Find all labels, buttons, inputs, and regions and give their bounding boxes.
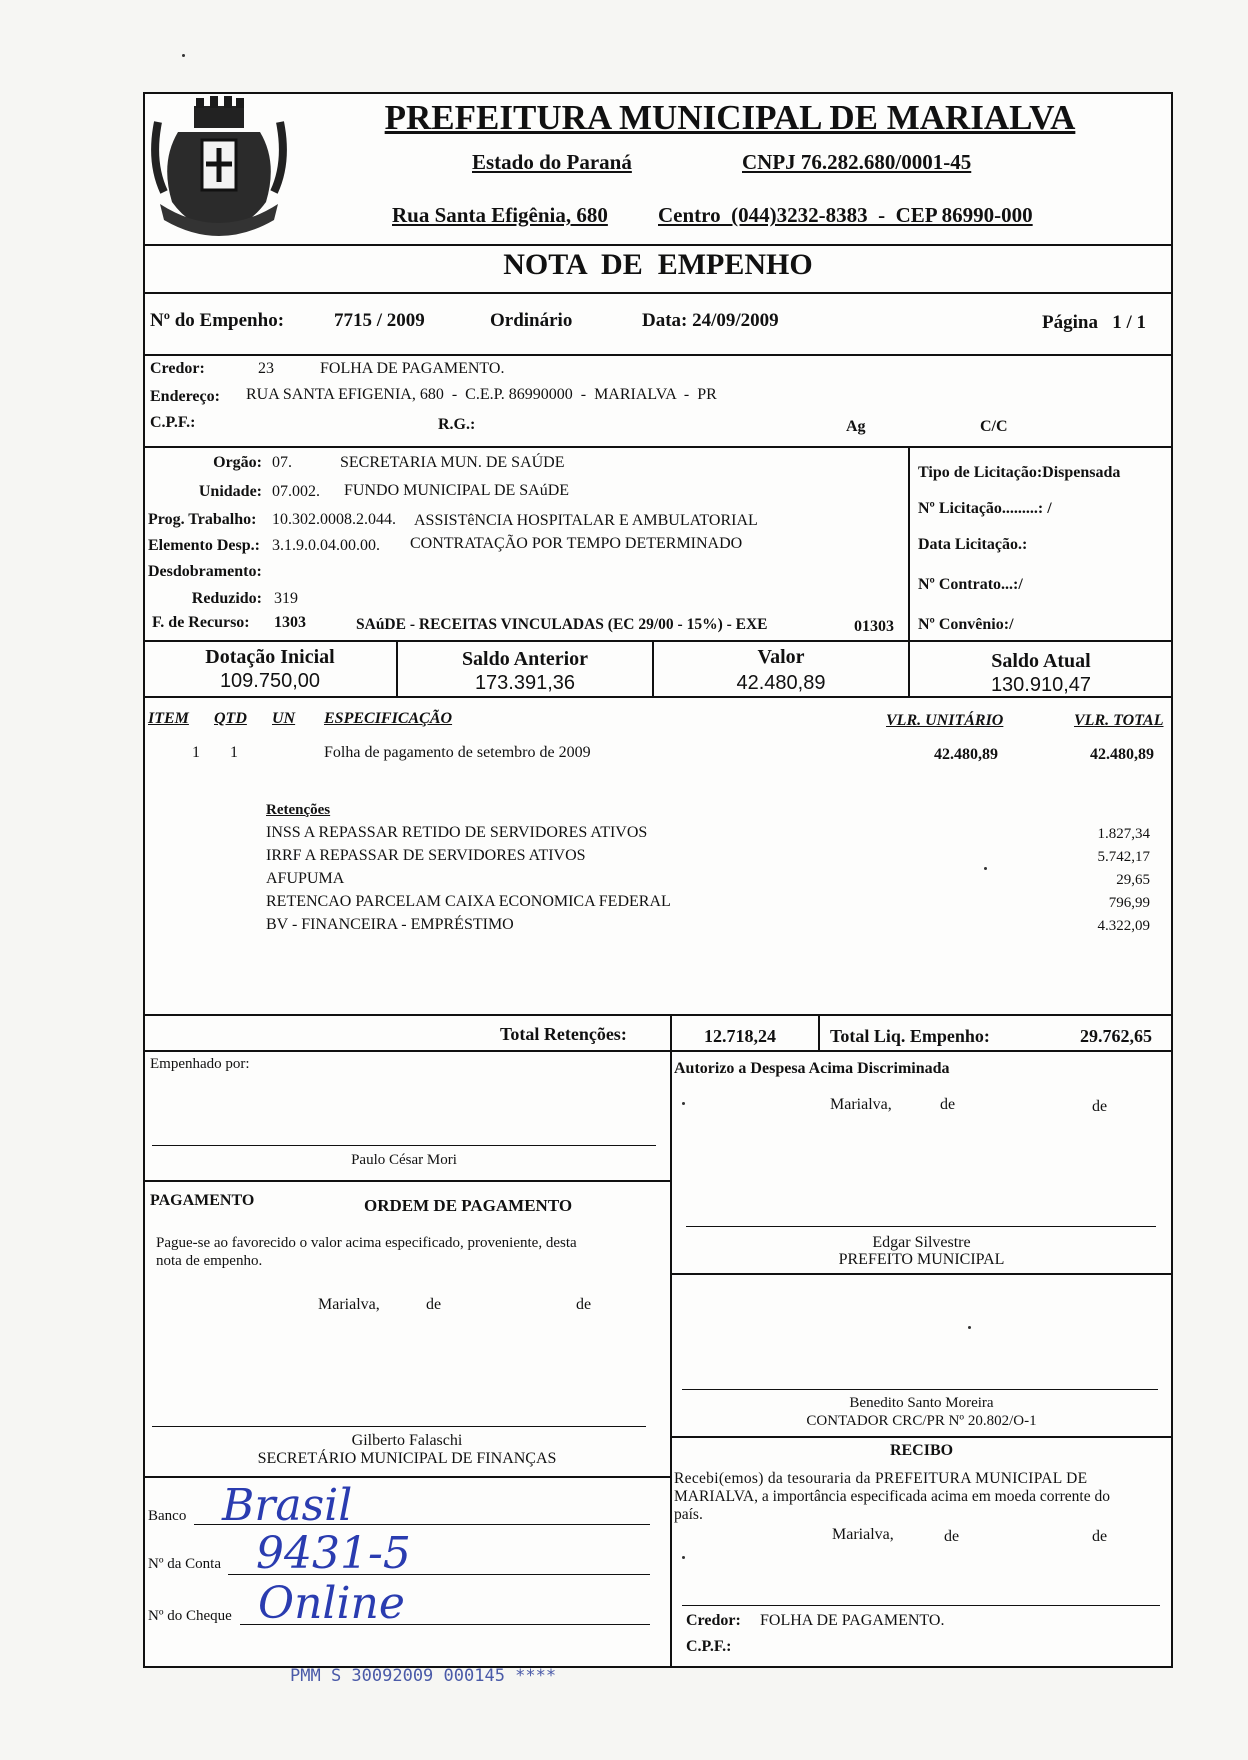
recurso-label: F. de Recurso:: [152, 614, 250, 631]
dotacao-inicial-label: Dotação Inicial: [205, 646, 335, 668]
empenho-date: Data: 24/09/2009: [642, 310, 779, 331]
empenhado-signer: Paulo César Mori: [351, 1152, 457, 1168]
page-title: PREFEITURA MUNICIPAL DE MARIALVA: [384, 98, 1076, 137]
prog-trabalho-code: 10.302.0008.2.044.: [272, 511, 396, 528]
numero-convenio: Nº Convênio:/: [918, 616, 1014, 633]
pagamento-de: de: [576, 1296, 592, 1313]
protocol-stamp: PMM S 30092009 000145 ****: [290, 1666, 557, 1686]
divider: [143, 244, 1173, 246]
elemento-desp-name: CONTRATAÇÃO POR TEMPO DETERMINADO: [410, 535, 743, 552]
endereco-label: Endereço:: [150, 388, 220, 405]
col-vlr-unitario: VLR. UNITÁRIO: [886, 712, 1004, 729]
divider: [143, 696, 1173, 698]
pagamento-text: nota de empenho.: [156, 1253, 263, 1269]
scan-speck: [984, 867, 987, 870]
empenho-type: Ordinário: [490, 310, 573, 331]
unidade-name: FUNDO MUNICIPAL DE SAúDE: [344, 482, 570, 499]
divider: [143, 1180, 671, 1182]
prefeito-name: Edgar Silvestre: [872, 1234, 971, 1251]
recibo-credor-label: Credor:: [686, 1612, 741, 1629]
prog-trabalho-label: Prog. Trabalho:: [148, 511, 257, 528]
secretario-role: SECRETÁRIO MUNICIPAL DE FINANÇAS: [257, 1450, 557, 1467]
orgao-name: SECRETARIA MUN. DE SAÚDE: [340, 454, 565, 471]
item-description: Folha de pagamento de setembro de 2009: [324, 744, 591, 761]
prefeito-role: PREFEITO MUNICIPAL: [838, 1251, 1005, 1268]
banco-handwritten: Brasil: [222, 1480, 353, 1531]
credor-code: 23: [258, 360, 274, 377]
recurso-name: SAúDE - RECEITAS VINCULADAS (EC 29/00 - 15%) - EXE: [356, 616, 768, 633]
prog-trabalho-name: ASSISTêNCIA HOSPITALAR E AMBULATORIAL: [414, 512, 758, 529]
orgao-label: Orgão:: [213, 454, 262, 471]
autorizo-city: Marialva,: [830, 1096, 892, 1113]
document-title: NOTA DE EMPENHO: [503, 248, 813, 281]
divider: [670, 1273, 1173, 1275]
contador-role: CONTADOR CRC/PR Nº 20.802/O-1: [806, 1413, 1037, 1429]
total-retencoes-label: Total Retenções:: [500, 1024, 627, 1044]
recibo-cpf-label: C.P.F.:: [686, 1638, 732, 1655]
item-qtd: 1: [230, 744, 238, 761]
banco-label: Banco: [148, 1508, 187, 1524]
divider: [143, 446, 1173, 448]
agencia-label: Ag: [846, 418, 866, 435]
recibo-title: RECIBO: [889, 1442, 954, 1459]
item-total-value: 42.480,89: [1090, 746, 1154, 763]
credor-name: FOLHA DE PAGAMENTO.: [320, 360, 505, 377]
retencao-desc: IRRF A REPASSAR DE SERVIDORES ATIVOS: [266, 847, 586, 864]
retencao-value: 796,99: [1108, 895, 1150, 911]
scan-speck: [968, 1326, 971, 1329]
data-licitacao: Data Licitação.:: [918, 536, 1028, 553]
divider: [670, 1436, 1173, 1438]
divider: [143, 1050, 1173, 1052]
page-number: Página 1 / 1: [1042, 312, 1146, 333]
cheque-handwritten: Online: [258, 1578, 405, 1629]
signature-line: [152, 1145, 656, 1146]
elemento-desp-label: Elemento Desp.:: [148, 537, 260, 554]
retencao-value: 5.742,17: [1097, 849, 1150, 865]
divider: [670, 1050, 672, 1668]
recibo-credor-value: FOLHA DE PAGAMENTO.: [760, 1612, 945, 1629]
empenhado-label: Empenhado por:: [150, 1056, 250, 1072]
divider: [143, 292, 1173, 294]
conta-handwritten: 9431-5: [256, 1528, 411, 1579]
conta-label: Nº da Conta: [148, 1556, 221, 1572]
divider: [670, 1014, 672, 1050]
recibo-de: de: [944, 1528, 960, 1545]
saldo-atual-value: 130.910,47: [990, 674, 1092, 696]
contact-line: Centro (044)3232-8383 - CEP 86990-000: [658, 203, 1033, 227]
numero-contrato: Nº Contrato...:/: [918, 576, 1023, 593]
cheque-label: Nº do Cheque: [148, 1608, 232, 1624]
divider: [908, 446, 910, 640]
recibo-de: de: [1092, 1528, 1108, 1545]
scan-speck: [182, 54, 185, 57]
divider: [143, 1476, 671, 1478]
col-vlr-total: VLR. TOTAL: [1074, 712, 1164, 729]
tipo-licitacao: Tipo de Licitação:Dispensada: [918, 464, 1121, 481]
autorizo-de: de: [1092, 1098, 1108, 1115]
endereco-value: RUA SANTA EFIGENIA, 680 - C.E.P. 86990000 - MARIALVA - PR: [246, 386, 717, 403]
recurso-code: 1303: [274, 614, 306, 631]
pagamento-label: PAGAMENTO: [150, 1192, 255, 1209]
total-liquido-label: Total Liq. Empenho:: [830, 1026, 990, 1046]
col-especificacao: ESPECIFICAÇÃO: [324, 710, 453, 727]
scan-speck: [682, 1102, 685, 1105]
valor-value: 42.480,89: [736, 672, 826, 694]
valor-label: Valor: [757, 646, 805, 668]
signature-line: [686, 1226, 1156, 1227]
signature-line: [682, 1389, 1158, 1390]
retencao-value: 1.827,34: [1097, 826, 1150, 842]
unidade-label: Unidade:: [198, 483, 262, 500]
unidade-code: 07.002.: [272, 483, 320, 500]
coat-of-arms-logo: [150, 92, 288, 242]
saldo-atual-label: Saldo Atual: [991, 650, 1091, 672]
pagamento-city: Marialva,: [318, 1296, 380, 1313]
address: Rua Santa Efigênia, 680: [392, 203, 608, 227]
numero-licitacao: Nº Licitação.........: /: [918, 500, 1052, 517]
item-unit-value: 42.480,89: [934, 746, 998, 763]
cnpj: CNPJ 76.282.680/0001-45: [742, 150, 972, 174]
total-retencoes-value: 12.718,24: [704, 1026, 776, 1046]
contador-name: Benedito Santo Moreira: [849, 1395, 994, 1411]
retencao-desc: BV - FINANCEIRA - EMPRÉSTIMO: [266, 916, 514, 933]
col-item: ITEM: [148, 710, 189, 727]
empenho-number: 7715 / 2009: [334, 310, 425, 331]
retencoes-title: Retenções: [266, 802, 331, 818]
signature-line: [152, 1426, 646, 1427]
recibo-text: Recebi(emos) da tesouraria da PREFEITURA MUNICIPAL DE: [674, 1470, 1088, 1487]
autorizo-de: de: [940, 1096, 956, 1113]
divider: [143, 354, 1173, 356]
saldo-anterior-value: 173.391,36: [474, 672, 576, 694]
empenho-number-label: Nº do Empenho:: [150, 310, 285, 331]
reduzido-label: Reduzido:: [191, 590, 262, 607]
pagamento-de: de: [426, 1296, 442, 1313]
scan-speck: [682, 1556, 685, 1559]
orgao-code: 07.: [272, 454, 292, 471]
saldo-anterior-label: Saldo Anterior: [461, 648, 589, 670]
total-liquido-value: 29.762,65: [1080, 1026, 1152, 1046]
retencao-desc: AFUPUMA: [266, 870, 345, 887]
state-name: Estado do Paraná: [472, 150, 632, 174]
divider: [818, 1014, 820, 1050]
retencao-desc: INSS A REPASSAR RETIDO DE SERVIDORES ATIVOS: [266, 824, 648, 841]
credor-label: Credor:: [150, 360, 205, 377]
reduzido-value: 319: [274, 590, 298, 607]
pagamento-text: Pague-se ao favorecido o valor acima especificado, proveniente, desta: [156, 1235, 577, 1251]
conta-corrente-label: C/C: [980, 418, 1008, 435]
signature-line: [682, 1605, 1160, 1606]
col-qtd: QTD: [214, 710, 247, 727]
cpf-label: C.P.F.:: [150, 414, 196, 431]
divider: [143, 1014, 1173, 1016]
ordem-pagamento-label: ORDEM DE PAGAMENTO: [364, 1196, 573, 1215]
divider: [143, 640, 1173, 642]
desdobramento-label: Desdobramento:: [148, 563, 262, 580]
retencao-value: 29,65: [1116, 872, 1150, 888]
recibo-text: país.: [674, 1506, 703, 1523]
recurso-number: 01303: [854, 618, 894, 635]
autorizo-label: Autorizo a Despesa Acima Discriminada: [674, 1060, 950, 1077]
elemento-desp-code: 3.1.9.0.04.00.00.: [272, 537, 380, 554]
retencao-value: 4.322,09: [1097, 918, 1150, 934]
secretario-name: Gilberto Falaschi: [351, 1432, 463, 1449]
col-un: UN: [272, 710, 296, 727]
retencao-desc: RETENCAO PARCELAM CAIXA ECONOMICA FEDERAL: [266, 893, 671, 910]
item-number: 1: [192, 744, 200, 761]
recibo-text: MARIALVA, a importância especificada acima em moeda corrente do: [674, 1488, 1110, 1505]
rg-label: R.G.:: [438, 416, 476, 433]
recibo-city: Marialva,: [832, 1526, 894, 1543]
dotacao-inicial-value: 109.750,00: [219, 670, 321, 692]
